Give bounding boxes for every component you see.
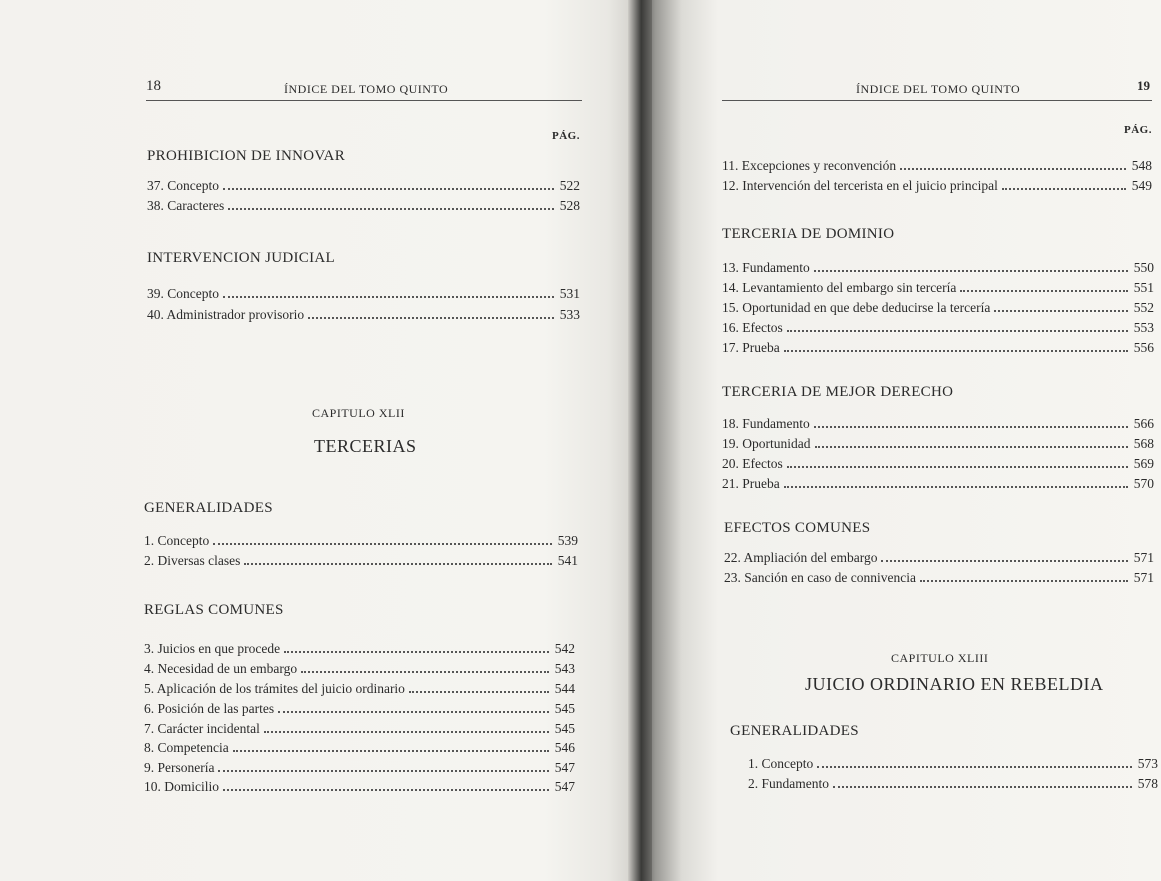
leader-dots xyxy=(278,711,549,713)
toc-entry[interactable] xyxy=(722,158,1152,178)
toc-entry[interactable] xyxy=(147,286,580,306)
header-rule xyxy=(722,100,1152,101)
chapter-label: CAPITULO XLIII xyxy=(891,651,989,665)
toc-entry-label: 2. Fundamento xyxy=(748,776,829,791)
leader-dots xyxy=(244,563,551,565)
leader-dots xyxy=(223,789,549,791)
leader-dots xyxy=(409,691,549,693)
leader-dots xyxy=(833,786,1132,788)
toc-entry-page: 543 xyxy=(554,661,575,676)
toc-entry-page: 549 xyxy=(1131,178,1152,193)
toc-entry-label: 22. Ampliación del embargo xyxy=(724,550,878,565)
toc-entry-page: 546 xyxy=(554,740,575,755)
leader-dots xyxy=(301,671,549,673)
pag-label: PÁG. xyxy=(552,130,580,142)
toc-entry[interactable] xyxy=(722,416,1154,436)
leader-dots xyxy=(213,543,552,545)
chapter-title: JUICIO ORDINARIO EN REBELDIA xyxy=(805,674,1104,694)
toc-entry-page: 566 xyxy=(1133,416,1154,431)
toc-entry[interactable] xyxy=(144,740,575,760)
toc-entry-page: 573 xyxy=(1137,756,1158,771)
toc-entry-label: 10. Domicilio xyxy=(144,779,219,794)
toc-entry-page: 545 xyxy=(554,721,575,736)
section-heading: PROHIBICION DE INNOVAR xyxy=(147,148,345,164)
leader-dots xyxy=(787,466,1128,468)
toc-entry-page: 570 xyxy=(1133,476,1154,491)
page-number: 18 xyxy=(146,78,161,94)
toc-entry[interactable] xyxy=(722,260,1154,280)
leader-dots xyxy=(881,560,1127,562)
toc-entry-page: 539 xyxy=(557,533,578,548)
leader-dots xyxy=(994,310,1127,312)
leader-dots xyxy=(284,651,549,653)
section-heading: TERCERIA DE MEJOR DERECHO xyxy=(722,384,954,400)
toc-entry[interactable] xyxy=(144,641,575,661)
toc-entry[interactable] xyxy=(722,476,1154,496)
toc-entry[interactable] xyxy=(722,300,1154,320)
toc-entry[interactable] xyxy=(724,550,1154,570)
leader-dots xyxy=(228,208,554,210)
toc-entry-page: 547 xyxy=(554,760,575,775)
toc-entry-page: 553 xyxy=(1133,320,1154,335)
toc-entry-label: 1. Concepto xyxy=(748,756,814,771)
section-heading: GENERALIDADES xyxy=(730,723,859,739)
toc-entry-page: 571 xyxy=(1133,550,1154,565)
right-page xyxy=(640,0,1161,881)
toc-entry-label: 17. Prueba xyxy=(722,340,780,355)
section-heading: INTERVENCION JUDICIAL xyxy=(147,250,335,266)
toc-entry-label: 39. Concepto xyxy=(147,286,219,301)
toc-entry-label: 20. Efectos xyxy=(722,456,783,471)
toc-entry[interactable] xyxy=(144,701,575,721)
toc-entry-page: 552 xyxy=(1133,300,1154,315)
leader-dots xyxy=(223,188,554,190)
running-head: ÍNDICE DEL TOMO QUINTO xyxy=(284,82,449,96)
toc-entry-page: 548 xyxy=(1131,158,1152,173)
toc-entry[interactable] xyxy=(144,681,575,701)
toc-entry[interactable] xyxy=(722,280,1154,300)
toc-entry-page: 542 xyxy=(554,641,575,656)
section-heading: EFECTOS COMUNES xyxy=(724,520,871,536)
toc-entry-page: 545 xyxy=(554,701,575,716)
toc-entry-label: 9. Personería xyxy=(144,760,215,775)
toc-entry-label: 6. Posición de las partes xyxy=(144,701,275,716)
leader-dots xyxy=(960,290,1127,292)
toc-entry-page: 556 xyxy=(1133,340,1154,355)
leader-dots xyxy=(784,350,1128,352)
chapter-label: CAPITULO XLII xyxy=(312,406,405,420)
toc-entry-page: 568 xyxy=(1133,436,1154,451)
toc-entry-page: 550 xyxy=(1133,260,1154,275)
toc-entry-page: 533 xyxy=(559,307,580,322)
chapter-title: TERCERIAS xyxy=(314,436,417,456)
toc-entry[interactable] xyxy=(722,320,1154,340)
toc-entry[interactable] xyxy=(724,570,1154,590)
toc-entry-label: 13. Fundamento xyxy=(722,260,810,275)
toc-entry-label: 2. Diversas clases xyxy=(144,553,241,568)
leader-dots xyxy=(264,731,549,733)
toc-entry-label: 14. Levantamiento del embargo sin tercería xyxy=(722,280,957,295)
toc-entry[interactable] xyxy=(147,198,580,218)
toc-entry-page: 541 xyxy=(557,553,578,568)
toc-entry-label: 18. Fundamento xyxy=(722,416,810,431)
toc-entry-label: 3. Juicios en que procede xyxy=(144,641,281,656)
toc-entry-page: 578 xyxy=(1137,776,1158,791)
leader-dots xyxy=(223,296,554,298)
toc-entry-label: 38. Caracteres xyxy=(147,198,225,213)
toc-entry[interactable] xyxy=(144,533,578,553)
toc-entry[interactable] xyxy=(722,456,1154,476)
toc-entry[interactable] xyxy=(722,436,1154,456)
toc-entry-label: 7. Carácter incidental xyxy=(144,721,260,736)
toc-entry[interactable] xyxy=(147,178,580,198)
leader-dots xyxy=(900,168,1126,170)
leader-dots xyxy=(218,770,548,772)
toc-entry-label: 12. Intervención del tercerista en el juicio principal xyxy=(722,178,998,193)
section-heading: TERCERIA DE DOMINIO xyxy=(722,226,895,242)
toc-entry-label: 37. Concepto xyxy=(147,178,219,193)
toc-entry-page: 528 xyxy=(559,198,580,213)
leader-dots xyxy=(784,486,1128,488)
toc-entry-page: 571 xyxy=(1133,570,1154,585)
toc-entry[interactable] xyxy=(722,178,1152,198)
toc-entry-label: 11. Excepciones y reconvención xyxy=(722,158,897,173)
section-heading: GENERALIDADES xyxy=(144,500,273,516)
book-gutter xyxy=(628,0,652,881)
toc-entry[interactable] xyxy=(144,661,575,681)
toc-entry-label: 1. Concepto xyxy=(144,533,210,548)
toc-entry-label: 15. Oportunidad en que debe deducirse la tercería xyxy=(722,300,991,315)
toc-entry[interactable] xyxy=(144,721,575,741)
toc-entry[interactable] xyxy=(748,756,1158,776)
leader-dots xyxy=(1002,188,1126,190)
toc-entry[interactable] xyxy=(144,779,575,799)
running-head: ÍNDICE DEL TOMO QUINTO xyxy=(856,82,1021,96)
toc-entry-label: 5. Aplicación de los trámites del juicio ordinario xyxy=(144,681,405,696)
toc-entry-page: 547 xyxy=(554,779,575,794)
leader-dots xyxy=(817,766,1132,768)
leader-dots xyxy=(814,270,1128,272)
header-rule xyxy=(146,100,582,101)
leader-dots xyxy=(308,317,554,319)
toc-entry-page: 544 xyxy=(554,681,575,696)
toc-entry[interactable] xyxy=(722,340,1154,360)
leader-dots xyxy=(920,580,1128,582)
toc-entry-label: 19. Oportunidad xyxy=(722,436,811,451)
pag-label: PÁG. xyxy=(1124,124,1152,136)
toc-entry[interactable] xyxy=(147,307,580,327)
leader-dots xyxy=(814,426,1128,428)
leader-dots xyxy=(815,446,1128,448)
toc-entry-label: 40. Administrador provisorio xyxy=(147,307,305,322)
toc-entry-page: 522 xyxy=(559,178,580,193)
toc-entry[interactable] xyxy=(144,553,578,573)
toc-entry-label: 23. Sanción en caso de connivencia xyxy=(724,570,916,585)
toc-entry-label: 4. Necesidad de un embargo xyxy=(144,661,298,676)
toc-entry[interactable] xyxy=(144,760,575,780)
toc-entry-label: 16. Efectos xyxy=(722,320,783,335)
toc-entry-page: 569 xyxy=(1133,456,1154,471)
toc-entry-label: 21. Prueba xyxy=(722,476,780,491)
toc-entry-page: 531 xyxy=(559,286,580,301)
section-heading: REGLAS COMUNES xyxy=(144,602,284,618)
toc-entry[interactable] xyxy=(748,776,1158,796)
leader-dots xyxy=(233,750,549,752)
page-number: 19 xyxy=(1137,78,1150,93)
toc-entry-label: 8. Competencia xyxy=(144,740,229,755)
toc-entry-page: 551 xyxy=(1133,280,1154,295)
leader-dots xyxy=(787,330,1128,332)
